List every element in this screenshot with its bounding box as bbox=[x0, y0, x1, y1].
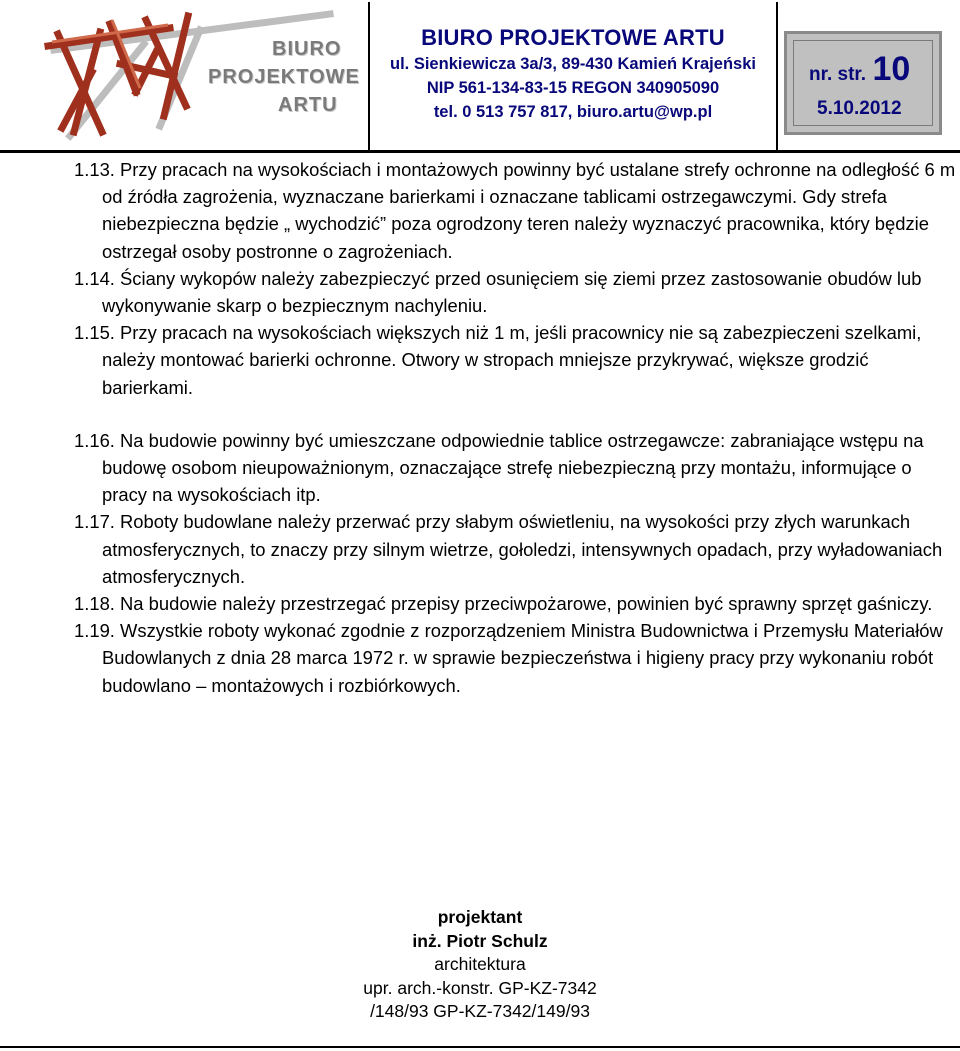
company-contact: tel. 0 513 757 817, biuro.artu@wp.pl bbox=[433, 103, 713, 121]
list-item bbox=[74, 427, 958, 509]
list-item bbox=[74, 265, 958, 319]
item-number: 1.17. bbox=[74, 511, 115, 533]
item-text: Przy pracach na wysokościach większych niż 1 m, jeśli pracownicy nie są zabezpieczeni szelkami, należy montować barierki ochronne. Otwory w stropach mniejsze przykrywać, większe grodzić barierkami. bbox=[102, 322, 922, 398]
logo-text-projektowe: PROJEKTOWE bbox=[208, 66, 360, 88]
item-number: 1.14. bbox=[74, 267, 115, 289]
item-text: Ściany wykopów należy zabezpieczyć przed osunięciem się ziemi przez zastosowanie obudów lub wykonywanie skarp o bezpiecznym nachyleniu. bbox=[102, 267, 922, 317]
document-body bbox=[74, 156, 958, 699]
item-text: Na budowie należy przestrzegać przepisy przeciwpożarowe, powinien być sprawny sprzęt gaśniczy. bbox=[120, 593, 933, 615]
list-item bbox=[74, 156, 958, 265]
company-info bbox=[372, 24, 774, 124]
signature-role: projektant bbox=[437, 907, 523, 927]
header-divider-right bbox=[776, 2, 778, 150]
company-nip-regon: NIP 561-134-83-15 REGON 340905090 bbox=[426, 79, 720, 97]
signature-block bbox=[300, 906, 660, 1024]
signature-name: inż. Piotr Schulz bbox=[412, 930, 548, 951]
document-date: 5.10.2012 bbox=[817, 98, 902, 119]
page-label: nr. str. bbox=[809, 64, 867, 85]
company-address: ul. Sienkiewicza 3a/3, 89-430 Kamień Krajeński bbox=[390, 55, 756, 73]
logo-text-biuro: BIURO bbox=[272, 38, 342, 60]
company-name: BIURO PROJEKTOWE ARTU bbox=[421, 25, 725, 50]
document-header bbox=[0, 0, 960, 152]
signature-license-1: upr. arch.-konstr. GP-KZ-7342 bbox=[363, 977, 597, 998]
header-rule bbox=[0, 150, 960, 153]
list-item bbox=[74, 617, 958, 699]
item-number: 1.19. bbox=[74, 620, 115, 642]
page-number-value: 10 bbox=[872, 50, 911, 88]
logo-text-artu: ARTU bbox=[278, 94, 338, 116]
list-item bbox=[74, 590, 958, 617]
list-item bbox=[74, 508, 958, 590]
page-number-box bbox=[784, 31, 942, 135]
item-text: Przy pracach na wysokościach i montażowych powinny być ustalane strefy ochronne na odległość 6 m od źródła zagrożenia, wyznaczane barierkami i oznaczane tablicami ostrzegawczymi. Gdy strefa niebezpieczna będzie „ wychodzić” poza ogrodzony teren należy wyznaczyć pracownika, który będzie ostrzegał osoby postronne o zagrożeniach. bbox=[102, 159, 956, 262]
item-text: Na budowie powinny być umieszczane odpowiednie tablice ostrzegawcze: zabraniające wstępu na budowę osobom nieupoważnionym, oznaczające strefę niebezpieczną przy montażu, informujące o pracy na wysokościach itp. bbox=[102, 429, 924, 506]
signature-field: architektura bbox=[434, 954, 526, 974]
page-number bbox=[809, 50, 910, 89]
header-divider-left bbox=[368, 2, 370, 150]
item-number: 1.15. bbox=[74, 322, 115, 344]
footer-rule bbox=[0, 1046, 960, 1048]
list-item bbox=[74, 319, 958, 401]
item-text: Wszystkie roboty wykonać zgodnie z rozporządzeniem Ministra Budownictwa i Przemysłu Materiałów Budowlanych z dnia 28 marca 1972 r. w sprawie bezpieczeństwa i higieny pracy przy wykonaniu robót budowlano – montażowych i rozbiórkowych. bbox=[102, 620, 943, 696]
item-number: 1.18. bbox=[74, 593, 115, 615]
item-number: 1.13. bbox=[74, 159, 115, 180]
signature-license-2: /148/93 GP-KZ-7342/149/93 bbox=[370, 1001, 590, 1021]
item-text: Roboty budowlane należy przerwać przy słabym oświetleniu, na wysokości przy złych warunkach atmosferycznych, to znaczy przy silnym wietrze, gołoledzi, intensywnych opadach, przy wyładowaniach atmosferycznych. bbox=[102, 511, 943, 587]
item-number: 1.16. bbox=[74, 429, 115, 451]
